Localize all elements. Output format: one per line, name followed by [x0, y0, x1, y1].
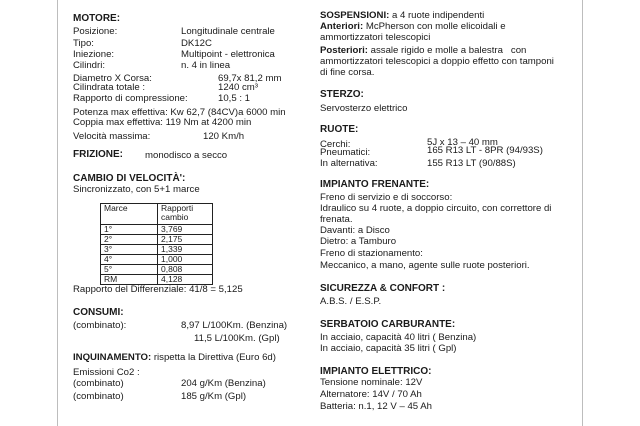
frenante-line: Meccanico, a mano, agente sulle ruote posteriori. [320, 260, 530, 271]
table-row [101, 245, 213, 255]
emissioni-combinato-1: (combinato) [73, 378, 124, 389]
emissioni-label: Emissioni Co2 : [73, 367, 140, 378]
table-row [101, 255, 213, 265]
rapporti-header-line2: cambio [161, 212, 189, 222]
inquinamento-title: INQUINAMENTO: [73, 352, 152, 363]
posizione-label: Posizione: [73, 26, 118, 37]
serbatoio-line2: In acciaio, capacità 35 litri ( Gpl) [320, 343, 457, 354]
cambio-subtitle: Sincronizzato, con 5+1 marce [73, 184, 200, 195]
posteriori-text-2: ammortizzatori telescopici a doppio effetto con tamponi [320, 56, 554, 67]
ratio-cell: 1,339 [158, 245, 213, 255]
coppia-text: Coppia max effettiva: 119 Nm at 4200 min [73, 117, 252, 128]
frizione-value: monodisco a secco [145, 150, 228, 161]
posteriori-line [320, 45, 526, 56]
tensione-text: Tensione nominale: 12V [320, 377, 423, 388]
sospensioni-line [320, 10, 484, 21]
emissioni-combinato-2: (combinato) [73, 391, 124, 402]
anteriori-text-1: McPherson con molle elicoidali e [365, 21, 506, 32]
anteriori-text-2: ammortizzatori telescopici [320, 32, 431, 43]
cilindrata-label: Cilindrata totale : [73, 82, 145, 93]
rapporto-value: 10,5 : 1 [218, 93, 251, 104]
frenante-line: Idraulico su 4 ruote, a doppio circuito, con correttore di [320, 203, 552, 214]
inquinamento-desc: rispetta la Direttiva (Euro 6d) [153, 352, 276, 363]
pneumatici-label: Pneumatici: [320, 147, 371, 158]
sospensioni-title: SOSPENSIONI: [320, 10, 390, 21]
gear-cell: RM [101, 275, 158, 285]
cambio-title: CAMBIO DI VELOCITÀ': [73, 173, 186, 184]
gear-cell: 5° [101, 265, 158, 275]
velocita-value: 120 Km/h [203, 131, 245, 142]
rapporti-header [158, 204, 213, 225]
posteriori-text-3: di fine corsa. [320, 67, 375, 78]
posteriori-label: Posteriori: [320, 45, 368, 56]
anteriori-label: Anteriori: [320, 21, 364, 32]
posizione-value: Longitudinale centrale [181, 26, 275, 37]
batteria-text: Batteria: n.1, 12 V – 45 Ah [320, 401, 433, 412]
alternativa-value: 155 R13 LT (90/88S) [427, 158, 516, 169]
cerchi-label: Cerchi: [320, 139, 351, 150]
cilindri-label: Cilindri: [73, 60, 105, 71]
iniezione-label: Iniezione: [73, 49, 115, 60]
motore-title: MOTORE: [73, 13, 121, 24]
gear-cell: 1° [101, 225, 158, 235]
gear-ratio-table [100, 203, 213, 285]
tipo-label: Tipo: [73, 38, 94, 49]
inquinamento-line [73, 352, 276, 363]
ratio-cell: 0,808 [158, 265, 213, 275]
sicurezza-title: SICUREZZA & CONFORT : [320, 283, 446, 294]
frenante-line: Freno di stazionamento: [320, 248, 423, 259]
consumi-benzina: 8,97 L/100Km. (Benzina) [181, 320, 288, 331]
tipo-value: DK12C [181, 38, 212, 49]
alternativa-label: In alternativa: [320, 158, 378, 169]
frenante-line: frenata. [320, 214, 353, 225]
anteriori-line [320, 21, 506, 32]
potenza-text: Potenza max effettiva: Kw 62,7 (84CV)a 6000 min [73, 107, 286, 118]
cerchi-value: 5J x 13 – 40 mm [427, 137, 498, 148]
elettrico-title: IMPIANTO ELETTRICO: [320, 366, 432, 377]
table-row [101, 265, 213, 275]
gear-cell: 3° [101, 245, 158, 255]
rapporto-label: Rapporto di compressione: [73, 93, 188, 104]
sospensioni-desc: a 4 ruote indipendenti [391, 10, 485, 21]
frizione-title: FRIZIONE: [73, 149, 123, 160]
table-header-row [101, 204, 213, 225]
cilindrata-value: 1240 cm³ [218, 82, 258, 93]
alternatore-text: Alternatore: 14V / 70 Ah [320, 389, 422, 400]
gear-cell: 4° [101, 255, 158, 265]
frenante-line: Freno di servizio e di soccorso: [320, 192, 453, 203]
emissioni-benzina: 204 g/Km (Benzina) [181, 378, 266, 389]
table-row [101, 225, 213, 235]
differenziale-text: Rapporto del Differenziale: 41/8 = 5,125 [73, 284, 243, 295]
ruote-title: RUOTE: [320, 124, 359, 135]
table-row [101, 275, 213, 285]
diametro-value: 69,7x 81,2 mm [218, 73, 282, 84]
cilindri-value: n. 4 in linea [181, 60, 231, 71]
frenante-title: IMPIANTO FRENANTE: [320, 179, 430, 190]
sicurezza-value: A.B.S. / E.S.P. [320, 296, 382, 307]
serbatoio-title: SERBATOIO CARBURANTE: [320, 319, 456, 330]
velocita-label: Velocità massima: [73, 131, 151, 142]
ratio-cell: 3,769 [158, 225, 213, 235]
ratio-cell: 4,128 [158, 275, 213, 285]
pneumatici-value: 165 R13 LT - 8PR (94/93S) [427, 145, 543, 156]
ratio-cell: 2,175 [158, 235, 213, 245]
diametro-label: Diametro X Corsa: [73, 73, 152, 84]
consumi-label: (combinato): [73, 320, 127, 331]
rapporti-header-line1: Rapporti [161, 203, 194, 213]
gear-cell: 2° [101, 235, 158, 245]
consumi-gpl: 11,5 L/100Km. (Gpl) [194, 333, 280, 344]
consumi-title: CONSUMI: [73, 307, 124, 318]
frenante-line: Davanti: a Disco [320, 225, 390, 236]
marce-header: Marce [101, 204, 158, 225]
posteriori-text-1: assale rigido e molle a balestra con [370, 45, 527, 56]
emissioni-gpl: 185 g/Km (Gpl) [181, 391, 247, 402]
right-border-line [582, 0, 583, 426]
iniezione-value: Multipoint - elettronica [181, 49, 275, 60]
left-border-line [57, 0, 58, 426]
serbatoio-line1: In acciaio, capacità 40 litri ( Benzina) [320, 332, 477, 343]
frenante-line: Dietro: a Tamburo [320, 236, 397, 247]
ratio-cell: 1,000 [158, 255, 213, 265]
table-row [101, 235, 213, 245]
sterzo-title: STERZO: [320, 89, 364, 100]
sterzo-value: Servosterzo elettrico [320, 103, 408, 114]
